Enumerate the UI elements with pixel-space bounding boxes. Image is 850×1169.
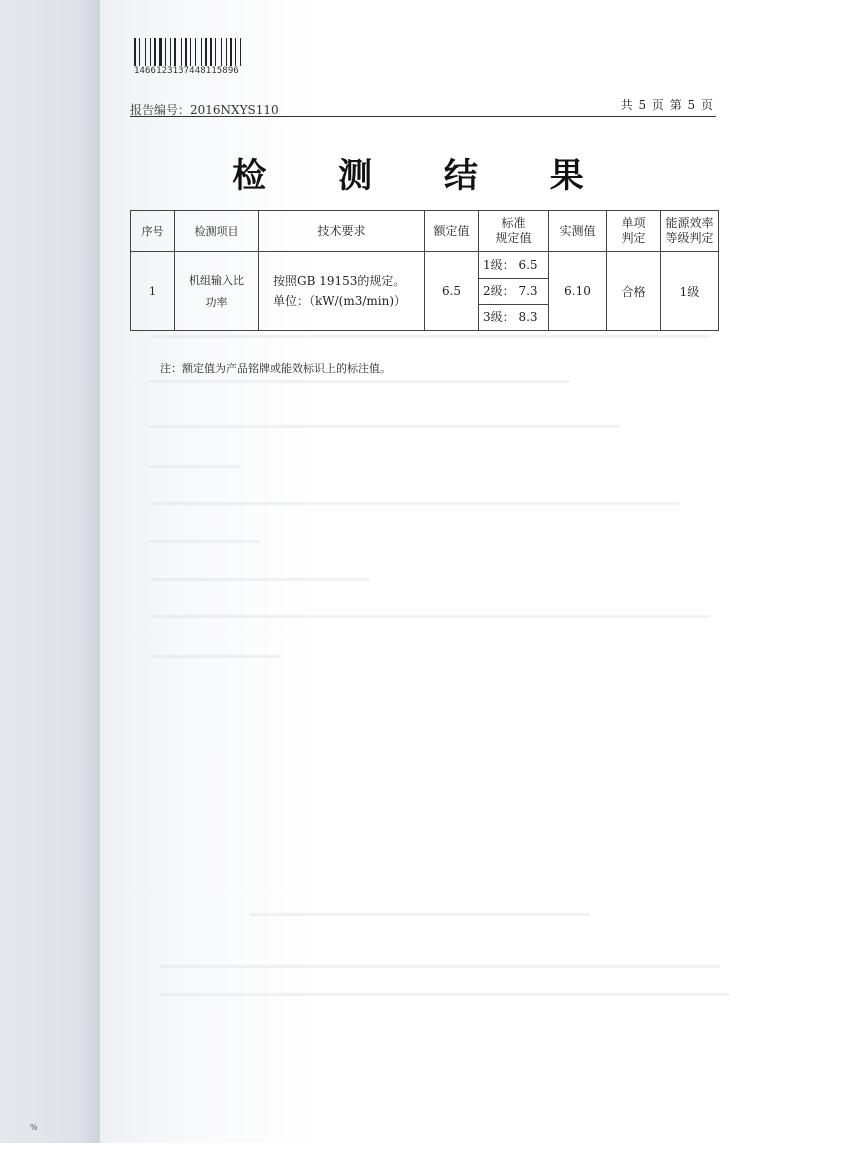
- barcode-bar: [154, 38, 156, 66]
- barcode-bar: [167, 38, 169, 66]
- cell-requirement-line1: 按照GB 19153的规定。: [273, 274, 406, 288]
- page-title: 检 测 结 果: [232, 156, 614, 196]
- header-requirement: 技术要求: [259, 211, 425, 252]
- barcode-bar: [197, 38, 200, 66]
- barcode-bar: [213, 38, 214, 66]
- barcode-bar: [147, 38, 149, 66]
- barcode-bar: [221, 38, 222, 66]
- cell-measured: 6.10: [549, 252, 607, 331]
- page-count: 共 5 页 第 5 页: [620, 98, 714, 112]
- standard-grade-1: 1级： 6.5: [479, 253, 548, 279]
- barcode-bar: [157, 38, 158, 66]
- barcode-bar: [226, 38, 227, 66]
- barcode-bar: [150, 38, 151, 66]
- barcode-bar: [177, 38, 180, 66]
- standard-grade-2: 2级： 7.3: [479, 279, 548, 305]
- barcode-bar: [192, 38, 194, 66]
- barcode-bar: [174, 38, 176, 66]
- barcode-bar: [223, 38, 225, 66]
- barcode-bar: [237, 38, 239, 66]
- barcode-bar: [233, 38, 234, 66]
- barcode-bar: [190, 38, 191, 66]
- cell-requirement: [259, 252, 425, 331]
- barcode-bar: [141, 38, 144, 66]
- header-standard: [479, 211, 549, 252]
- barcode-bar: [134, 38, 136, 66]
- cell-standard: [479, 252, 549, 331]
- barcode-bar: [203, 38, 204, 66]
- barcode-bar: [205, 38, 207, 66]
- barcode-bar: [137, 38, 138, 66]
- cell-judgment: 合格: [607, 252, 661, 331]
- cell-item-line2: 功率: [205, 296, 228, 309]
- header-grade: [661, 211, 719, 252]
- barcode-bar: [235, 38, 236, 66]
- header-grade-line1: 能源效率: [665, 216, 714, 230]
- barcode-bar: [188, 38, 189, 66]
- cell-item-line1: 机组输入比: [189, 274, 244, 287]
- barcode-bar: [240, 38, 241, 66]
- barcode-bar: [165, 38, 166, 66]
- header-standard-line2: 规定值: [495, 231, 532, 245]
- table-note: 注：额定值为产品铭牌或能效标识上的标注值。: [160, 362, 391, 375]
- barcode-bar: [201, 38, 202, 66]
- header-grade-line2: 等级判定: [665, 231, 714, 245]
- barcode-bar: [208, 38, 209, 66]
- header-seq: 序号: [131, 211, 175, 252]
- barcode-bar: [195, 38, 196, 66]
- header-judgment: [607, 211, 661, 252]
- barcode-bar: [242, 38, 245, 66]
- barcode-bar: [210, 38, 212, 66]
- standard-grade-3: 3级： 8.3: [483, 309, 538, 324]
- barcode-bar: [139, 38, 140, 66]
- cell-grade: 1级: [661, 252, 719, 331]
- cell-requirement-line2: 单位：（kW/(m3/min)）: [273, 294, 407, 308]
- barcode-bar: [145, 38, 146, 66]
- header-item: 检测项目: [175, 211, 259, 252]
- table-header-row: [131, 211, 719, 252]
- header-standard-line1: 标准: [501, 216, 526, 230]
- cell-item: [175, 252, 259, 331]
- cell-rated: 6.5: [425, 252, 479, 331]
- results-table: [130, 210, 719, 331]
- barcode-bar: [163, 38, 164, 66]
- barcode-bar: [215, 38, 216, 66]
- cell-seq: 1: [131, 252, 175, 331]
- barcode: [134, 38, 260, 66]
- header-rule: [130, 116, 716, 117]
- barcode-bar: [181, 38, 182, 66]
- barcode-number: 1466123137448115896: [134, 66, 239, 76]
- header-judgment-line2: 判定: [621, 231, 646, 245]
- barcode-bar: [170, 38, 171, 66]
- barcode-bar: [228, 38, 229, 66]
- barcode-bar: [217, 38, 220, 66]
- barcode-bar: [230, 38, 232, 66]
- barcode-bar: [159, 38, 162, 66]
- barcode-bar: [152, 38, 153, 66]
- scan-margin: [0, 1143, 850, 1169]
- header-judgment-line1: 单项: [621, 216, 646, 230]
- barcode-bar: [183, 38, 184, 66]
- binding-mark: %: [30, 1123, 38, 1132]
- binding-shadow: [0, 0, 112, 1143]
- report-number: 报告编号：2016NXYS110: [130, 103, 279, 117]
- header-rated: 额定值: [425, 211, 479, 252]
- header-measured: 实测值: [549, 211, 607, 252]
- table-row: [131, 252, 719, 331]
- barcode-bar: [185, 38, 187, 66]
- barcode-bar: [172, 38, 173, 66]
